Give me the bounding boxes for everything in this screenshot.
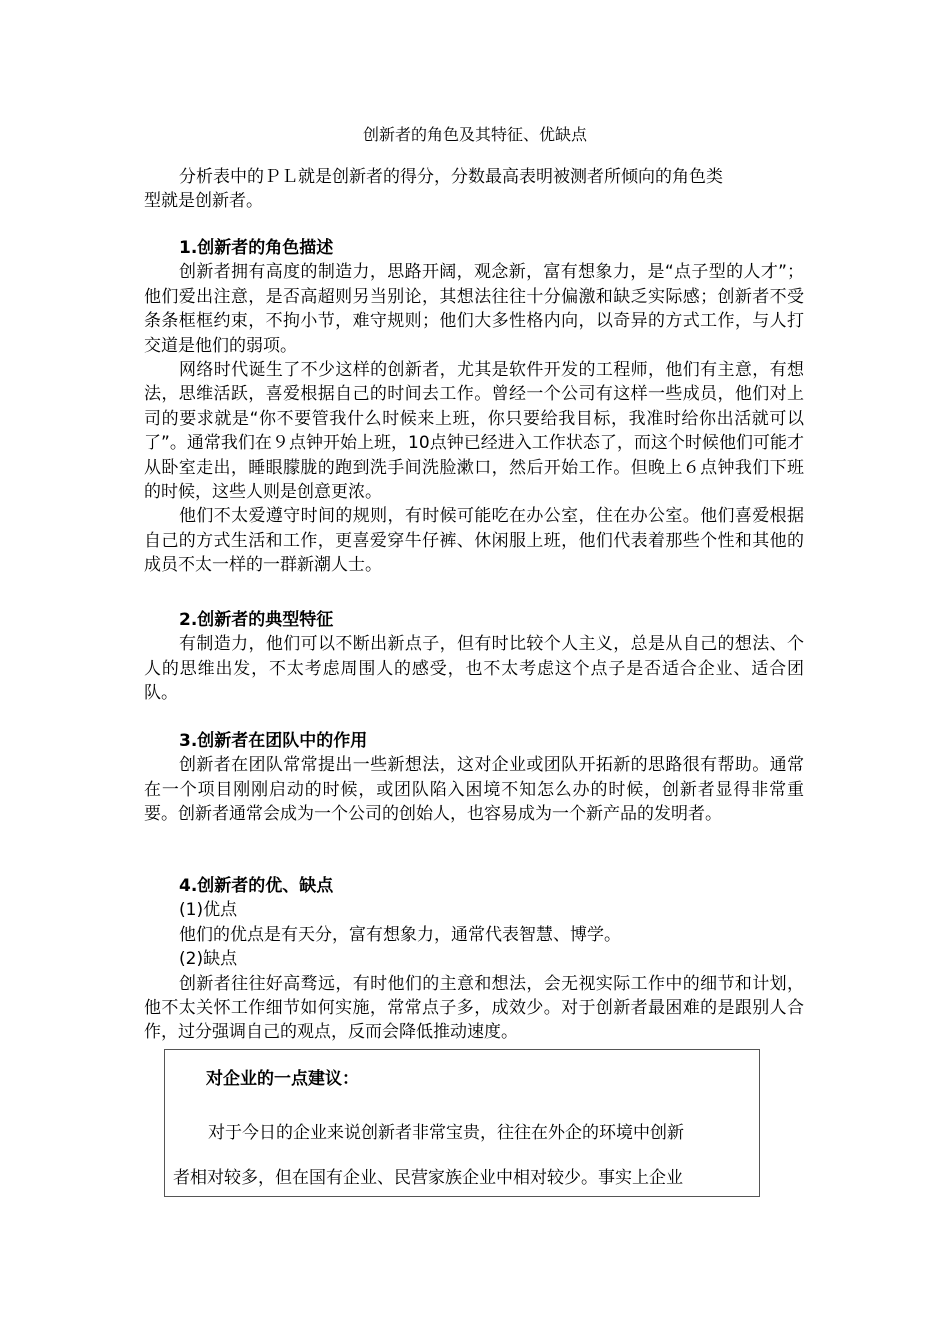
section-1-heading: 1.创新者的角色描述 bbox=[179, 238, 334, 258]
intro-line-2: 型就是创新者。 bbox=[144, 191, 263, 212]
intro-paragraph bbox=[144, 165, 804, 214]
section-4-heading: 4.创新者的优、缺点 bbox=[179, 876, 334, 896]
section-4 bbox=[144, 874, 804, 1045]
section-3 bbox=[144, 729, 804, 827]
section-3-paragraph: 创新者在团队常常提出一些新想法，这对企业或团队开拓新的思路很有帮助。通常在一个项目刚刚启动的时候，或团队陷入困境不知怎么办的时候，创新者显得非常重要。创新者通常会成为一个公司的创始人，也容易成为一个新产品的发明者。 bbox=[144, 755, 804, 825]
page-title: 创新者的角色及其特征、优缺点 bbox=[362, 125, 587, 144]
advantages-label: (1)优点 bbox=[179, 900, 238, 921]
section-1-paragraph-1: 创新者拥有高度的制造力，思路开阔，观念新，富有想象力，是“点子型的人才”；他们爱出注意，是否高超则另当别论，其想法往往十分偏激和缺乏实际感；创新者不受条条框框约束，不拘小节，难守规则；他们大多性格内向，以奇异的方式工作，与人打交道是他们的弱项。 bbox=[144, 262, 804, 356]
advice-heading: 对企业的一点建议： bbox=[206, 1069, 359, 1089]
section-2-paragraph: 有制造力，他们可以不断出新点子，但有时比较个人主义，总是从自己的想法、个人的思维出发，不太考虑周围人的感受，也不太考虑这个点子是否适合企业、适合团队。 bbox=[144, 634, 804, 704]
section-2-heading: 2.创新者的典型特征 bbox=[179, 610, 334, 630]
intro-line-1: 分析表中的ＰＬ就是创新者的得分，分数最高表明被测者所倾向的角色类 bbox=[179, 167, 723, 187]
section-3-heading: 3.创新者在团队中的作用 bbox=[179, 731, 368, 751]
advice-line-1: 对于今日的企业来说创新者非常宝贵，往往在外企的环境中创新 bbox=[208, 1123, 684, 1143]
disadvantages-text: 创新者往往好高骛远，有时他们的主意和想法，会无视实际工作中的细节和计划，他不太关怀工作细节如何实施，常常点子多，成效少。对于创新者最困难的是跟别人合作，过分强调自己的观点，反而会降低推动速度。 bbox=[144, 973, 804, 1043]
advice-line-2: 者相对较多，但在国有企业、民营家族企业中相对较少。事实上企业 bbox=[173, 1168, 683, 1188]
section-1-paragraph-2: 网络时代诞生了不少这样的创新者，尤其是软件开发的工程师，他们有主意，有想法，思维活跃，喜爱根据自己的时间去工作。曾经一个公司有这样一些成员，他们对上司的要求就是“你不要管我什么时候来上班，你只要给我目标，我准时给你出活就可以了”。通常我们在９点钟开始上班，10点钟已经进入工作状态了，而这个时候他们可能才从卧室走出，睡眼朦胧的跑到洗手间洗脸漱口，然后开始工作。但晚上６点钟我们下班的时候，这些人则是创意更浓。 bbox=[144, 360, 804, 503]
advantages-text: 他们的优点是有天分，富有想象力，通常代表智慧、博学。 bbox=[179, 924, 621, 945]
section-2 bbox=[144, 608, 804, 706]
disadvantages-label: (2)缺点 bbox=[179, 949, 238, 970]
advice-box bbox=[164, 1049, 760, 1197]
section-1-paragraph-3: 他们不太爱遵守时间的规则，有时候可能吃在办公室，住在办公室。他们喜爱根据自己的方式生活和工作，更喜爱穿牛仔裤、休闲服上班，他们代表着那些个性和其他的成员不太一样的一群新潮人士。 bbox=[144, 506, 804, 576]
section-1 bbox=[144, 236, 804, 578]
